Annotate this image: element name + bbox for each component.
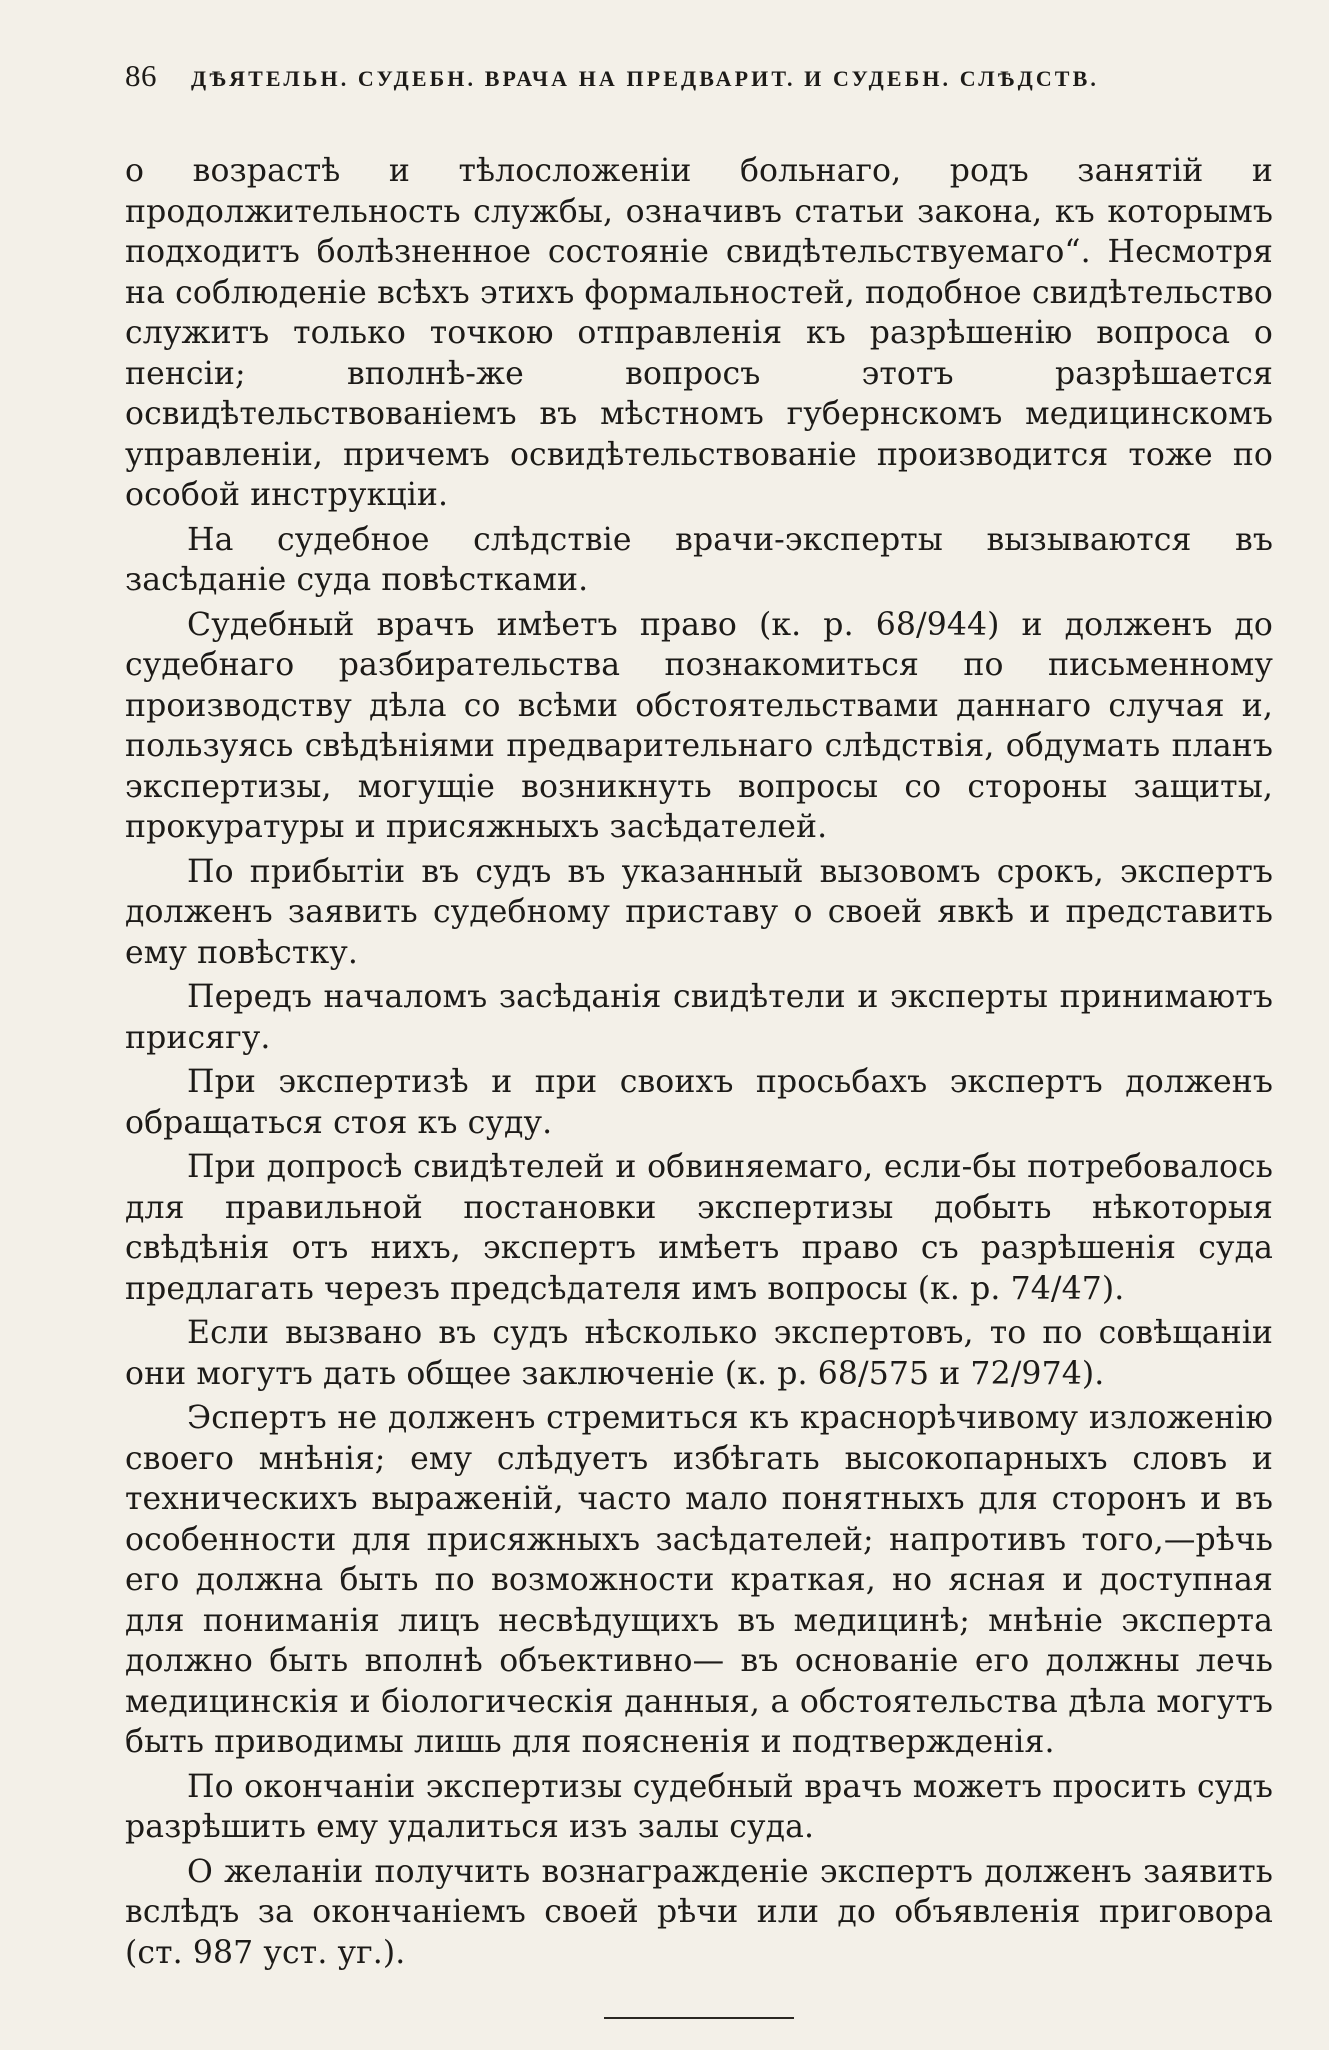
running-title: ДѢЯТЕЛЬН. СУДЕБН. ВРАЧА НА ПРЕДВАРИТ. И СУДЕБН. СЛѢДСТВ. xyxy=(191,66,1099,91)
paragraph: Передъ началомъ засѣданiя свидѣтели и эксперты принимаютъ присягу. xyxy=(125,979,1273,1056)
page-number: 86 xyxy=(125,58,157,93)
paragraph: При допросѣ свидѣтелей и обвиняемаго, если-бы потребовалось для правильной постановки экспертизы добыть нѣкоторыя свѣдѣнiя отъ нихъ, экспертъ имѣетъ право съ разрѣшенiя суда предлагать черезъ предсѣдателя имъ вопросы (к. р. 74/47). xyxy=(125,1149,1273,1307)
paragraph: Эспертъ не долженъ стремиться къ краснорѣчивому изложенiю своего мнѣнiя; ему слѣдуетъ избѣгать высокопарныхъ словъ и техническихъ выраженiй, часто мало понятныхъ для сторонъ и въ особенности для присяжныхъ засѣдателей; напротивъ того,—рѣчь его должна быть по возможности краткая, но ясная и доступная для пониманiя лицъ несвѣдущихъ въ медицинѣ; мнѣнiе эксперта должно быть вполнѣ объективно— въ основанiе его должны лечь медицинскiя и бiологическiя данныя, а обстоятельства дѣла могутъ быть приводимы лишь для поясненiя и подтвержденiя. xyxy=(125,1400,1273,1760)
section-end-rule xyxy=(604,2017,794,2019)
paragraph-continued: о возрастѣ и тѣлосложенiи больнаго, родъ занятiй и продолжительность службы, означивъ статьи закона, къ которымъ подходитъ болѣзненное состоянiе свидѣтельствуемаго“. Несмотря на соблюденiе всѣхъ этихъ формальностей, подобное свидѣтельство служитъ только точкою отправленiя къ разрѣшенiю вопроса о пенсiи; вполнѣ-же вопросъ этотъ разрѣшается освидѣтельствованiемъ въ мѣстномъ губернскомъ медицинскомъ управленiи, причемъ освидѣтельствованiе производится тоже по особой инструкцiи. xyxy=(125,153,1273,513)
page-header xyxy=(125,58,1273,114)
book-page xyxy=(125,58,1273,2018)
paragraph: По окончанiи экспертизы судебный врачъ можетъ просить судъ разрѣшить ему удалиться изъ залы суда. xyxy=(125,1768,1273,1845)
paragraph: На судебное слѣдствiе врачи-эксперты вызываются въ засѣданiе суда повѣстками. xyxy=(125,521,1273,598)
paragraph: Если вызвано въ судъ нѣсколько экспертовъ, то по совѣщанiи они могутъ дать общее заключенiе (к. р. 68/575 и 72/974). xyxy=(125,1315,1273,1392)
paragraph: При экспертизѣ и при своихъ просьбахъ экспертъ долженъ обращаться стоя къ суду. xyxy=(125,1064,1273,1141)
page-body xyxy=(125,151,1273,1973)
paragraph: О желанiи получить вознагражденiе экспертъ долженъ заявить вслѣдъ за окончанiемъ своей рѣчи или до объявленiя приговора (ст. 987 уст. уг.). xyxy=(125,1853,1273,1971)
paragraph: По прибытiи въ судъ въ указанный вызовомъ срокъ, экспертъ долженъ заявить судебному приставу о своей явкѣ и представить ему повѣстку. xyxy=(125,853,1273,971)
paragraph: Судебный врачъ имѣетъ право (к. р. 68/944) и долженъ до судебнаго разбирательства познакомиться по письменному производству дѣла со всѣми обстоятельствами даннаго случая и, пользуясь свѣдѣнiями предварительнаго слѣдствiя, обдумать планъ экспертизы, могущiе возникнуть вопросы со стороны защиты, прокуратуры и присяжныхъ засѣдателей. xyxy=(125,606,1273,845)
